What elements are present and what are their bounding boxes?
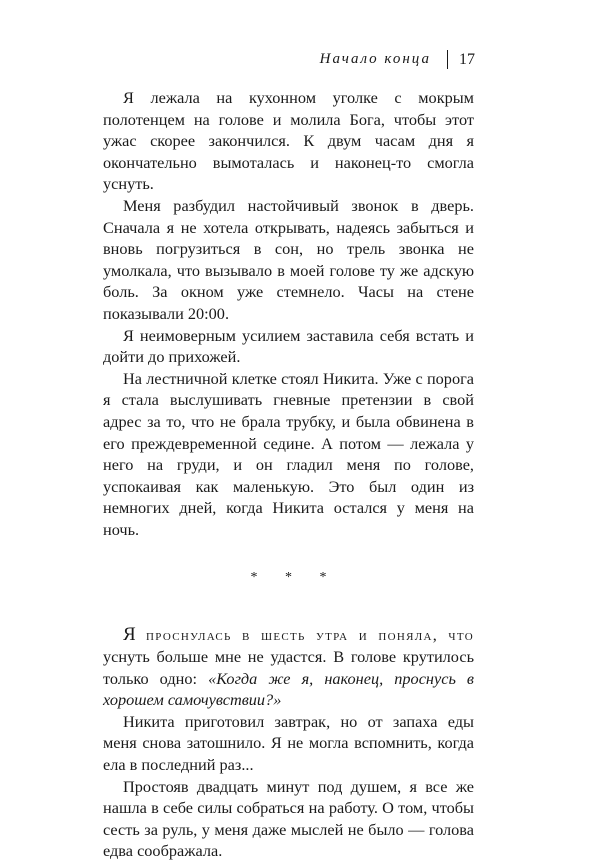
paragraph: Никита приготовил завтрак, но от запаха еды меня снова затошнило. Я не могла вспомнить, когда ела в последний раз... <box>103 711 474 775</box>
page-number: 17 <box>459 50 475 68</box>
section-divider: * * * <box>250 570 339 586</box>
header-divider <box>447 50 448 69</box>
paragraph <box>103 624 474 710</box>
running-header <box>320 50 475 69</box>
body-text <box>103 87 474 862</box>
paragraph: Я неимоверным усилием заставила себя встать и дойти до прихожей. <box>103 325 474 367</box>
paragraph: Меня разбудил настойчивый звонок в дверь. Сначала я не хотела открывать, надеясь забыться и вновь погрузиться в сон, но трель звонка не умолкала, что вызывало в моей голове ту же адскую боль. За окном уже стемнело. Часы на стене показывали 20:00. <box>103 195 474 323</box>
italic-quote: «Когда же я, наконец, проснусь в хорошем самочувствии?» <box>103 668 474 710</box>
paragraph: Простояв двадцать минут под душем, я все же нашла в себе силы собраться на работу. О том, чтобы сесть за руль, у меня даже мыслей не было — голова едва соображала. <box>103 776 474 861</box>
running-title: Начало конца <box>319 51 431 67</box>
lead-small-caps: проснулась в шесть утра и поняла, что <box>135 625 474 645</box>
paragraph-text: уснуть больше мне не удастся. В голове крутилось только одно: <box>103 647 474 688</box>
paragraph: Я лежала на кухонном уголке с мокрым полотенцем на голове и молила Бога, чтобы этот ужас скорее закончился. К двум часам дня я окончательно вымоталась и наконец-то смогла уснуть. <box>103 88 474 194</box>
lead-letter: Я <box>123 624 136 646</box>
paragraph: На лестничной клетке стоял Никита. Уже с порога я стала выслушивать гневные претензии в свой адрес за то, что не брала трубку, и была обвинена в его преждевременной седине. А потом — лежала у него на груди, и он гладил меня по голове, успокаивая как маленькую. Это был один из немногих дней, когда Никита остался у меня на ночь. <box>103 368 474 539</box>
